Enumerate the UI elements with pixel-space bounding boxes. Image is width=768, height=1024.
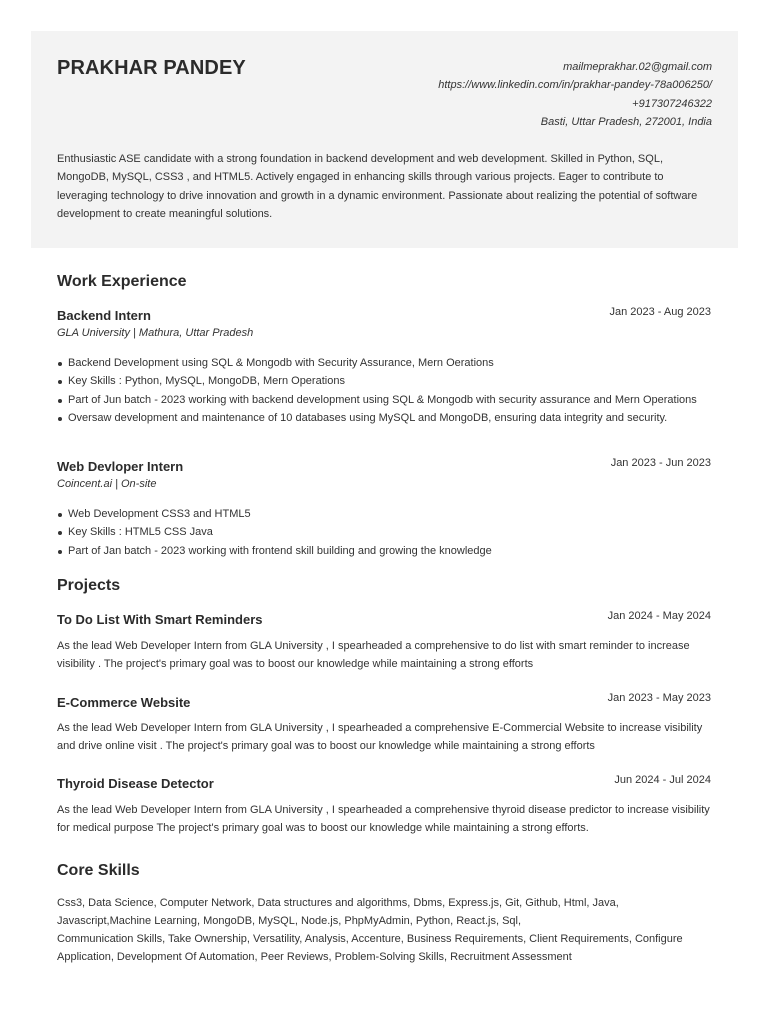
job-organization: Coincent.ai | On-site <box>57 478 157 490</box>
work-experience-heading: Work Experience <box>57 273 187 290</box>
profile-summary: Enthusiastic ASE candidate with a strong foundation in backend development and web development. Skilled in Python, SQL, MongoDB, MySQL, CSS3 , and HTML5. Actively engaged in enhancing skills through various projects. Eager to contribute to leveraging technology to drive innovation and growth in a dynamic environment. Passionate about realizing the potential of software development to create meaningful solutions. <box>57 153 698 220</box>
job-bullets <box>57 505 728 560</box>
core-skills-heading: Core Skills <box>57 862 140 879</box>
job-dates: Jan 2023 - Jun 2023 <box>610 457 711 469</box>
project-title: E-Commerce Website <box>57 695 191 710</box>
job-dates: Jan 2023 - Aug 2023 <box>609 306 711 318</box>
job-bullets <box>57 354 728 427</box>
email-link[interactable]: mailmeprakhar.02@gmail.com <box>563 61 712 73</box>
list-item: Key Skills : Python, MySQL, MongoDB, Mern Operations <box>68 372 728 390</box>
resume-header <box>31 31 738 248</box>
soft-skills: Communication Skills, Take Ownership, Versatility, Analysis, Accenture, Business Requirements, Client Requirements, Configure Application, Development Of Automation, Peer Reviews, Problem-Solving Skills, Recruitment Assessment <box>57 933 683 964</box>
linkedin-link[interactable]: https://www.linkedin.com/in/prakhar-pandey-78a006250/ <box>438 79 712 92</box>
project-description: As the lead Web Developer Intern from GLA University , I spearheaded a comprehensive to do list with smart reminder to increase visibility . The project's primary goal was to boost our knowledge while maintaining a strong efforts <box>57 640 690 671</box>
list-item: Oversaw development and maintenance of 10 databases using MySQL and MongoDB, ensuring data integrity and security. <box>68 409 728 427</box>
list-item: Web Development CSS3 and HTML5 <box>68 505 728 523</box>
project-dates: Jun 2024 - Jul 2024 <box>614 774 711 786</box>
phone-number: +917307246322 <box>632 97 712 110</box>
project-dates: Jan 2024 - May 2024 <box>607 610 711 622</box>
projects-heading: Projects <box>57 577 121 594</box>
project-title: Thyroid Disease Detector <box>57 776 214 791</box>
project-description: As the lead Web Developer Intern from GLA University , I spearheaded a comprehensive thyroid disease predictor to increase visibility for medical purpose The project's primary goal was to boost our knowledge while maintaining a strong efforts. <box>57 804 710 835</box>
project-dates: Jan 2023 - May 2023 <box>607 692 711 704</box>
job-title: Web Devloper Intern <box>57 459 184 474</box>
project-title: To Do List With Smart Reminders <box>57 612 263 627</box>
list-item: Part of Jan batch - 2023 working with frontend skill building and growing the knowledge <box>68 542 728 560</box>
job-organization: GLA University | Mathura, Uttar Pradesh <box>57 327 254 339</box>
list-item: Backend Development using SQL & Mongodb with Security Assurance, Mern Oerations <box>68 354 728 372</box>
technical-skills: Css3, Data Science, Computer Network, Data structures and algorithms, Dbms, Express.js, Git, Github, Html, Java, Javascript,Machine Learning, MongoDB, MySQL, Node.js, PhpMyAdmin, Python, React.js, Sql, <box>57 897 619 928</box>
list-item: Key Skills : HTML5 CSS Java <box>68 523 728 541</box>
job-title: Backend Intern <box>57 308 151 323</box>
project-description: As the lead Web Developer Intern from GLA University , I spearheaded a comprehensive E-Commercial Website to increase visibility and drive online visit . The project's primary goal was to boost our knowledge while maintaining a strong efforts <box>57 722 703 753</box>
contact-info <box>438 58 712 131</box>
candidate-name: PRAKHAR PANDEY <box>57 57 246 79</box>
list-item: Part of Jun batch - 2023 working with backend development using SQL & Mongodb with security assurance and Mern Operations <box>68 391 728 409</box>
location: Basti, Uttar Pradesh, 272001, India <box>540 115 712 128</box>
